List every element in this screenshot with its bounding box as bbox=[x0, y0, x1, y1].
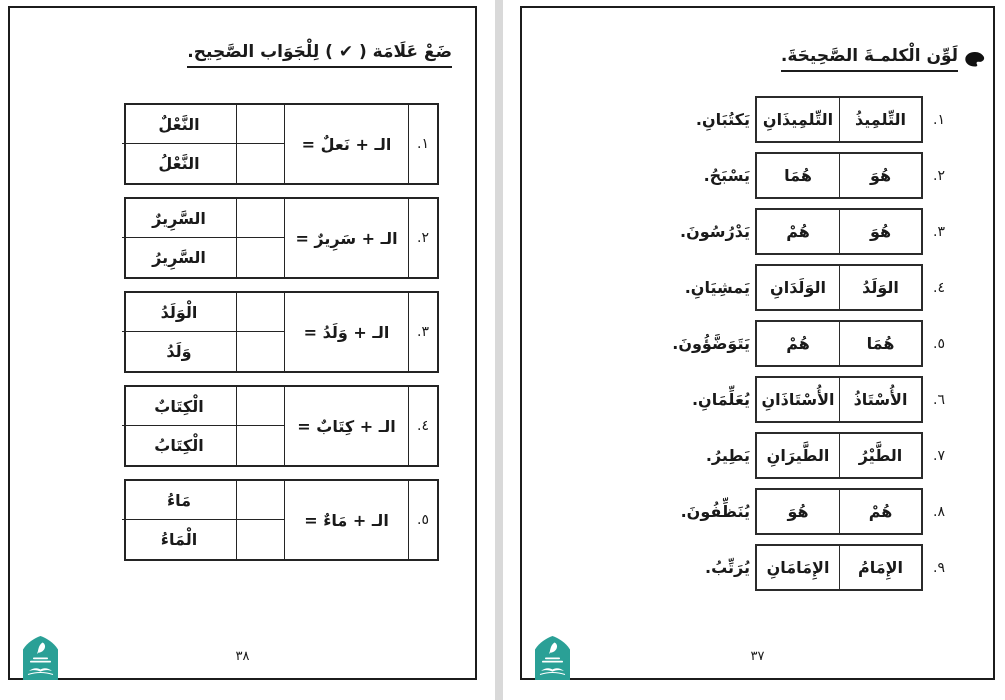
word-option-cell: الْكِتَابٌ bbox=[122, 387, 236, 426]
item-number: ٥. bbox=[933, 335, 945, 352]
color-exercise-title: لَوِّن الْكلمـةَ الصَّحِيحَةَ. bbox=[781, 46, 958, 72]
word-option-cell[interactable]: هُمْ bbox=[786, 334, 810, 353]
word-option-cell[interactable]: هُوَ bbox=[839, 154, 921, 197]
word-option-cell[interactable]: الوَلَدُ bbox=[839, 266, 921, 309]
publisher-arch-logo-icon bbox=[535, 636, 570, 680]
sentence-verb: يَدْرُسُونَ. bbox=[680, 222, 750, 241]
publisher-arch-logo-icon bbox=[23, 636, 58, 680]
left-page bbox=[8, 6, 477, 680]
word-option-cell: الْكِتَابُ bbox=[154, 436, 204, 455]
checkmark-exercise-tables bbox=[124, 103, 439, 573]
exercise-table-5 bbox=[124, 479, 439, 561]
word-option-cell[interactable]: التِّلمِيذُ bbox=[839, 98, 921, 141]
sentence-verb: يَسْبَحُ. bbox=[703, 166, 750, 185]
word-option-cell[interactable]: الطَّيْرُ bbox=[839, 434, 921, 477]
equation-cell: الـ + مَاءٌ = bbox=[284, 481, 408, 559]
word-option-cell: النَّعْلٌ bbox=[122, 105, 236, 144]
item-number: ٢. bbox=[408, 199, 437, 277]
answer-checkbox-cell[interactable] bbox=[236, 520, 284, 559]
exercise-table-1 bbox=[124, 103, 439, 185]
equation-cell: الـ + نَعلٌ = bbox=[284, 105, 408, 183]
answer-checkbox-cell[interactable] bbox=[236, 293, 284, 332]
item-number: ٩. bbox=[933, 559, 945, 576]
exercise-row-7 bbox=[672, 432, 945, 479]
word-option-cell[interactable]: الإِمَامُ bbox=[839, 546, 921, 589]
checkmark-exercise-title: ضَعْ عَلَامَة ( ✔ ) لِلْجَوَاب الصَّحِيح. bbox=[187, 42, 452, 68]
color-exercise-rows bbox=[672, 96, 945, 600]
answer-checkbox-cell[interactable] bbox=[236, 144, 284, 183]
item-number: ٣. bbox=[408, 293, 437, 371]
answer-checkbox-cell[interactable] bbox=[236, 238, 284, 277]
answer-checkbox-cell[interactable] bbox=[236, 481, 284, 520]
exercise-table-2 bbox=[124, 197, 439, 279]
word-option-cell: وَلَدُ bbox=[166, 342, 192, 361]
item-number: ٦. bbox=[933, 391, 945, 408]
word-option-cell: مَاءُ bbox=[122, 481, 236, 520]
word-option-cell[interactable]: هُوَ bbox=[839, 210, 921, 253]
word-choice-table bbox=[755, 264, 923, 311]
item-number: ٢. bbox=[933, 167, 945, 184]
exercise-row-3 bbox=[672, 208, 945, 255]
word-option-cell: النَّعْلُ bbox=[158, 154, 200, 173]
exercise-row-8 bbox=[672, 488, 945, 535]
word-option-cell[interactable]: الأُسْتَاذَانِ bbox=[761, 390, 835, 409]
exercise-row-6 bbox=[672, 376, 945, 423]
word-option-cell[interactable]: التِّلمِيذَانِ bbox=[762, 110, 834, 129]
word-option-cell[interactable]: هُوَ bbox=[787, 502, 809, 521]
right-page bbox=[520, 6, 995, 680]
exercise-row-4 bbox=[672, 264, 945, 311]
exercise-row-2 bbox=[672, 152, 945, 199]
sentence-verb: يَكتُبَانِ. bbox=[695, 110, 750, 129]
page-gap-divider bbox=[495, 0, 503, 700]
sentence-verb: يَمشِيَانِ. bbox=[684, 278, 750, 297]
word-option-cell[interactable]: هُمْ bbox=[786, 222, 810, 241]
item-number: ٧. bbox=[933, 447, 945, 464]
item-number: ٤. bbox=[933, 279, 945, 296]
word-option-cell: الْوَلَدُ bbox=[122, 293, 236, 332]
right-title-row bbox=[781, 46, 985, 72]
page-number: ٣٨ bbox=[235, 649, 250, 664]
word-choice-table bbox=[755, 152, 923, 199]
exercise-table-4 bbox=[124, 385, 439, 467]
item-number: ٨. bbox=[933, 503, 945, 520]
word-choice-table bbox=[755, 208, 923, 255]
item-number: ٣. bbox=[933, 223, 945, 240]
equation-cell: الـ + وَلَدُ = bbox=[284, 293, 408, 371]
word-option-cell: الْمَاءُ bbox=[160, 530, 198, 549]
left-title-row bbox=[187, 42, 452, 68]
answer-checkbox-cell[interactable] bbox=[236, 426, 284, 465]
item-number: ١. bbox=[933, 111, 945, 128]
exercise-row-5 bbox=[672, 320, 945, 367]
word-choice-table bbox=[755, 544, 923, 591]
word-choice-table bbox=[755, 432, 923, 479]
sentence-verb: يُنَظِّفُونَ. bbox=[680, 502, 750, 521]
word-option-cell[interactable]: الوَلَدَانِ bbox=[770, 278, 826, 297]
item-number: ٤. bbox=[408, 387, 437, 465]
sentence-verb: يَتَوَضَّؤُونَ. bbox=[672, 334, 750, 353]
word-option-cell[interactable]: هُمَا bbox=[839, 322, 921, 365]
exercise-table-3 bbox=[124, 291, 439, 373]
word-option-cell: السَّرِيرُ bbox=[152, 248, 206, 267]
sentence-verb: يُرَتِّبُ. bbox=[705, 558, 750, 577]
answer-checkbox-cell[interactable] bbox=[236, 387, 284, 426]
sentence-verb: يَطِيرُ. bbox=[705, 446, 750, 465]
word-choice-table bbox=[755, 488, 923, 535]
exercise-row-9 bbox=[672, 544, 945, 591]
word-option-cell[interactable]: الطَّيرَانِ bbox=[766, 446, 830, 465]
equation-cell: الـ + سَرِيرٌ = bbox=[284, 199, 408, 277]
word-choice-table bbox=[755, 96, 923, 143]
word-option-cell[interactable]: الأُسْتَاذُ bbox=[839, 378, 921, 421]
page-number: ٣٧ bbox=[750, 649, 765, 664]
word-option-cell[interactable]: هُمَا bbox=[784, 166, 812, 185]
word-option-cell[interactable]: الإِمَامَانِ bbox=[766, 558, 830, 577]
exercise-row-1 bbox=[672, 96, 945, 143]
answer-checkbox-cell[interactable] bbox=[236, 332, 284, 371]
palette-icon bbox=[965, 52, 985, 67]
equation-cell: الـ + كِتَابٌ = bbox=[284, 387, 408, 465]
item-number: ٥. bbox=[408, 481, 437, 559]
answer-checkbox-cell[interactable] bbox=[236, 105, 284, 144]
word-option-cell[interactable]: هُمْ bbox=[839, 490, 921, 533]
word-choice-table bbox=[755, 376, 923, 423]
word-choice-table bbox=[755, 320, 923, 367]
answer-checkbox-cell[interactable] bbox=[236, 199, 284, 238]
word-option-cell: السَّرِيرٌ bbox=[122, 199, 236, 238]
item-number: ١. bbox=[408, 105, 437, 183]
sentence-verb: يُعَلِّمَانِ. bbox=[691, 390, 750, 409]
